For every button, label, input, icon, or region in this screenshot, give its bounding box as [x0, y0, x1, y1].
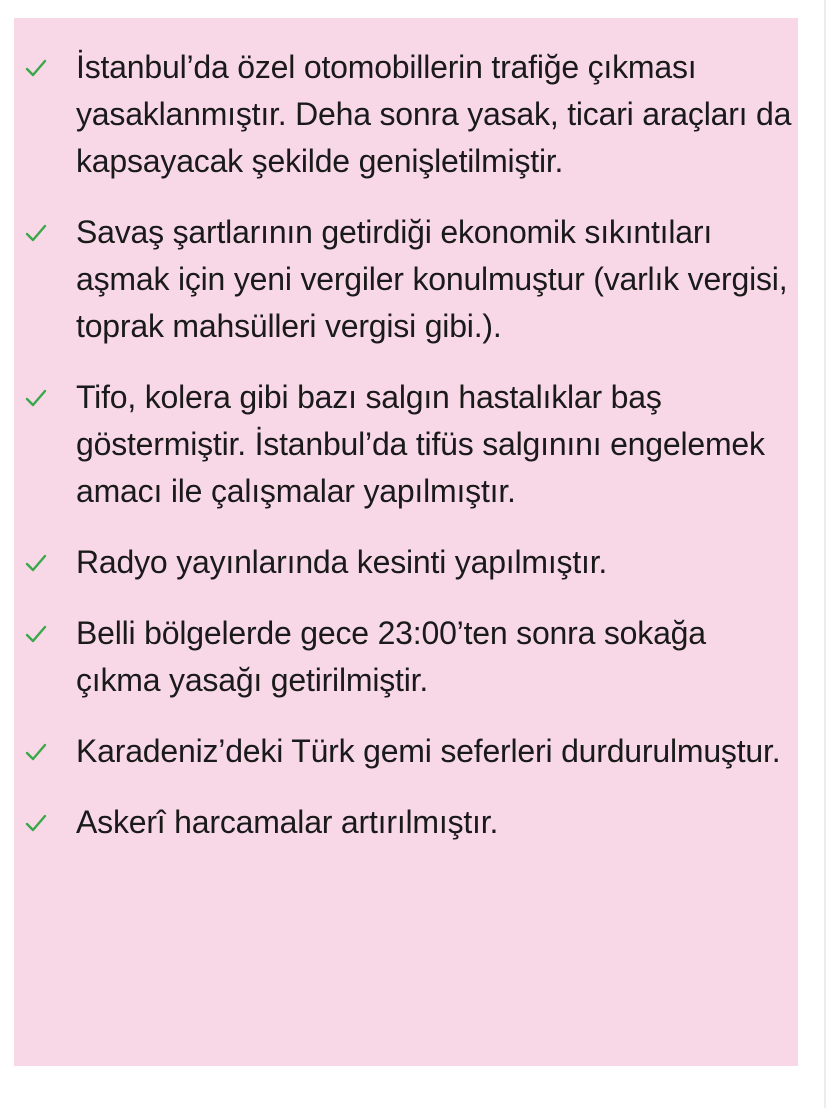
- list-item-text: Karadeniz’deki Türk gemi seferleri durdurulmuştur.: [76, 733, 781, 769]
- list-item-text: Savaş şartlarının getirdiği ekonomik sıkıntıları aşmak için yeni vergiler konulmuştur (varlık vergisi, toprak mahsülleri vergisi gibi.).: [76, 214, 788, 344]
- check-icon: [24, 811, 48, 835]
- info-panel: [14, 18, 798, 1066]
- list-item: [14, 610, 798, 704]
- list-item: [14, 44, 798, 185]
- list-item-text: Askerî harcamalar artırılmıştır.: [76, 804, 499, 840]
- list-item-text: Radyo yayınlarında kesinti yapılmıştır.: [76, 544, 608, 580]
- check-icon: [24, 56, 48, 80]
- list-item: [14, 209, 798, 350]
- check-icon: [24, 740, 48, 764]
- check-icon: [24, 386, 48, 410]
- page-edge-divider: [824, 0, 826, 1108]
- list-item-text: Tifo, kolera gibi bazı salgın hastalıklar baş göstermiştir. İstanbul’da tifüs salgınını engelemek amacı ile çalışmalar yapılmıştır.: [76, 379, 765, 509]
- list-item: [14, 539, 798, 586]
- list-item: [14, 728, 798, 775]
- check-icon: [24, 622, 48, 646]
- list-item-text: Belli bölgelerde gece 23:00’ten sonra sokağa çıkma yasağı getirilmiştir.: [76, 615, 706, 698]
- check-icon: [24, 551, 48, 575]
- list-item-text: İstanbul’da özel otomobillerin trafiğe çıkması yasaklanmıştır. Deha sonra yasak, ticari araçları da kapsayacak şekilde genişletilmiştir.: [76, 49, 792, 179]
- list-item: [14, 799, 798, 846]
- bullet-list: [14, 44, 798, 846]
- check-icon: [24, 221, 48, 245]
- list-item: [14, 374, 798, 515]
